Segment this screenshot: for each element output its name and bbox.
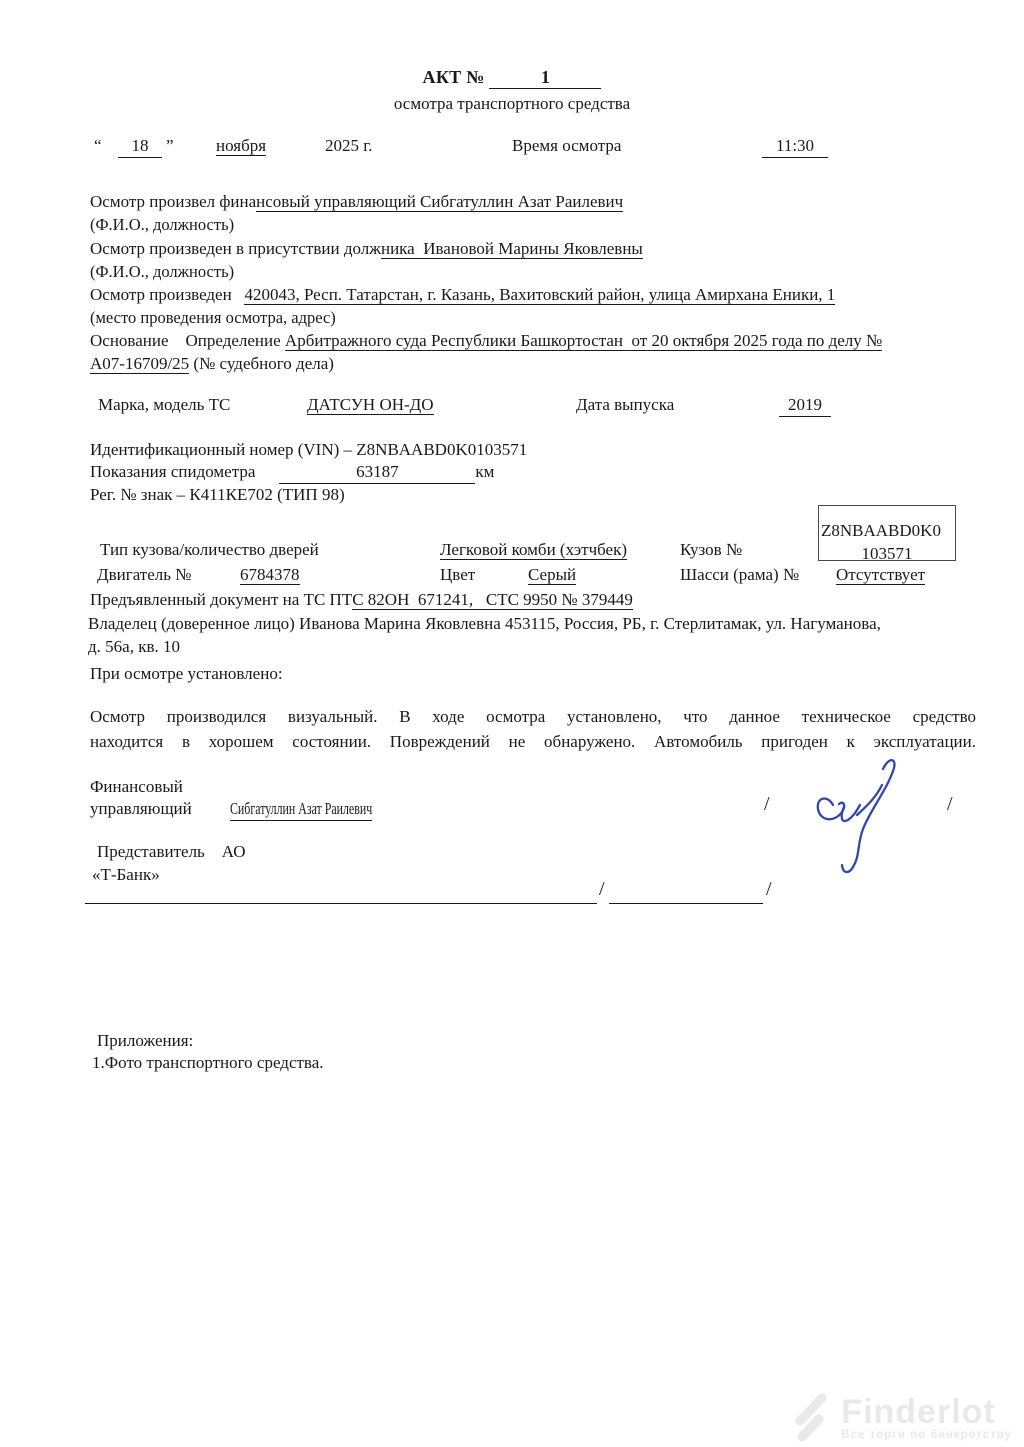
act-number: 1 bbox=[489, 66, 601, 89]
title-label: АКТ № bbox=[422, 67, 485, 87]
quote-open: “ bbox=[94, 136, 102, 155]
representative-label-1: Представитель АО bbox=[97, 842, 246, 861]
presented-document-line: Предъявленный документ на ТС ПТС 82ОН 671241, СТС 9950 № 379449 bbox=[90, 590, 633, 609]
body-type-value: Легковой комби (хэтчбек) bbox=[440, 540, 628, 559]
findings-text-line-2: находится в хорошем состоянии. Повреждений не обнаружено. Автомобиль пригоден к эксплуатации. bbox=[90, 732, 976, 751]
fin-manager-label-2: управляющий bbox=[90, 799, 192, 818]
engine-value: 6784378 bbox=[240, 565, 300, 584]
year-value: 2019 bbox=[779, 394, 831, 417]
representative-label-2: «Т-Банк» bbox=[92, 865, 160, 884]
kuzov-label: Кузов № bbox=[680, 540, 743, 559]
representative-signature-line bbox=[85, 875, 597, 904]
slash-separator-4: / bbox=[766, 878, 772, 900]
fin-manager-name: Сибгатуллин Азат Раилевич bbox=[230, 798, 433, 821]
inspector-name: нсовый управляющий Сибгатуллин Азат Раилевич bbox=[256, 192, 624, 211]
inspector-line: Осмотр произвел финансовый управляющий Сибгатуллин Азат Раилевич bbox=[90, 192, 624, 211]
owner-line-1: Владелец (доверенное лицо) Иванова Марина Яковлевна 453115, Россия, РБ, г. Стерлитамак, ул. Нагуманова, bbox=[88, 614, 881, 633]
reg-number-line: Рег. № знак – К411КЕ702 (ТИП 98) bbox=[90, 485, 345, 504]
kuzov-vin-part-1: Z8NBAABD0K0 bbox=[821, 521, 941, 540]
vin-line: Идентификационный номер (VIN) – Z8NBAABD0K0103571 bbox=[90, 440, 528, 459]
document-title bbox=[0, 66, 1024, 89]
finderlot-logo-icon bbox=[789, 1391, 835, 1445]
inspection-year: 2025 г. bbox=[325, 136, 373, 155]
kuzov-vin-part-2: 103571 bbox=[861, 544, 913, 563]
kuzov-number-box bbox=[818, 505, 956, 561]
color-value: Серый bbox=[528, 565, 577, 584]
chassis-label: Шасси (рама) № bbox=[680, 565, 800, 584]
watermark-brand: Finderlot bbox=[841, 1392, 996, 1431]
pts-sts-numbers: С 82ОН 671241, СТС 9950 № 379449 bbox=[352, 590, 633, 609]
body-type-label: Тип кузова/количество дверей bbox=[100, 540, 319, 559]
inspection-day: 18 bbox=[118, 135, 162, 158]
watermark-tagline: Все торги по банкротству bbox=[841, 1428, 1012, 1441]
slash-separator-3: / bbox=[599, 878, 605, 900]
time-label: Время осмотра bbox=[512, 136, 622, 155]
color-label: Цвет bbox=[440, 565, 476, 584]
owner-line-2: д. 56а, кв. 10 bbox=[88, 637, 180, 656]
place-address: 420043, Респ. Татарстан, г. Казань, Вахитовский район, улица Амирхана Еники, 1 bbox=[244, 285, 836, 304]
debtor-line: Осмотр произведен в присутствии должника Ивановой Марины Яковлевны bbox=[90, 239, 643, 258]
slash-separator-2: / bbox=[947, 793, 953, 815]
engine-label: Двигатель № bbox=[97, 565, 192, 584]
slash-separator-1: / bbox=[764, 793, 770, 815]
basis-line-1: Основание Определение Арбитражного суда Республики Башкортостан от 20 октября 2025 года по делу № bbox=[90, 331, 883, 350]
inspection-month: ноября bbox=[216, 136, 267, 155]
document-subtitle: осмотра транспортного средства bbox=[393, 94, 631, 113]
place-caption: (место проведения осмотра, адрес) bbox=[90, 308, 336, 327]
handwritten-signature bbox=[813, 753, 917, 875]
basis-line-2: А07-16709/25 (№ судебного дела) bbox=[90, 354, 334, 373]
inspection-time: 11:30 bbox=[762, 135, 828, 158]
attachments-title: Приложения: bbox=[97, 1031, 194, 1050]
fio-caption-2: (Ф.И.О., должность) bbox=[90, 262, 235, 281]
basis-court: Арбитражного суда Республики Башкортостан от 20 октября 2025 года по делу № bbox=[284, 331, 883, 350]
quote-close: ” bbox=[166, 136, 174, 155]
odometer-line: Показания спидометра 63187 км bbox=[90, 461, 494, 484]
findings-text-line-1: Осмотр производился визуальный. В ходе осмотра установлено, что данное техническое средство bbox=[90, 707, 976, 726]
chassis-value: Отсутствует bbox=[836, 565, 926, 584]
fio-caption-1: (Ф.И.О., должность) bbox=[90, 215, 235, 234]
odometer-value: 63187 bbox=[279, 461, 475, 484]
model-value: ДАТСУН ОН-ДО bbox=[307, 395, 434, 414]
case-number: А07-16709/25 bbox=[90, 354, 190, 373]
representative-name-line bbox=[609, 875, 763, 904]
attachment-item-1: 1.Фото транспортного средства. bbox=[92, 1053, 324, 1072]
finderlot-watermark bbox=[789, 1391, 1012, 1445]
debtor-name: ника Ивановой Марины Яковлевны bbox=[380, 239, 643, 258]
place-line: Осмотр произведен 420043, Респ. Татарстан, г. Казань, Вахитовский район, улица Амирхана Еники, 1 bbox=[90, 285, 836, 304]
model-label: Марка, модель ТС bbox=[98, 395, 231, 414]
findings-intro: При осмотре установлено: bbox=[90, 664, 283, 683]
fin-manager-label-1: Финансовый bbox=[90, 777, 183, 796]
year-label: Дата выпуска bbox=[576, 395, 675, 414]
